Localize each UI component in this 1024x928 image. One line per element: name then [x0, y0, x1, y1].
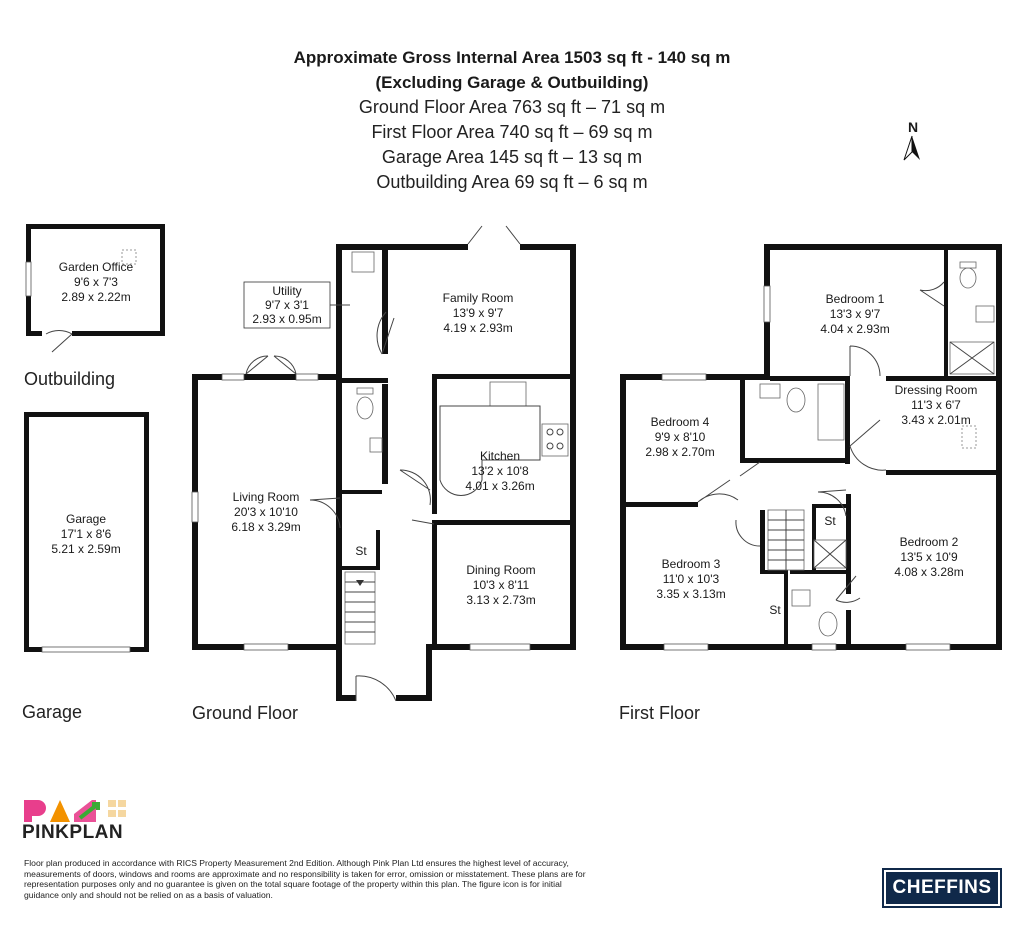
first-store-label-2: St — [769, 603, 781, 617]
gross-area-title: Approximate Gross Internal Area 1503 sq ft - 140 sq m — [293, 48, 731, 67]
bedroom3-imperial: 11'0 x 10'3 — [662, 572, 720, 586]
bedroom4-name: Bedroom 4 — [650, 415, 710, 429]
garden-office-metric: 2.89 x 2.22m — [61, 290, 131, 304]
bedroom2-metric: 4.08 x 3.28m — [894, 565, 964, 579]
gross-area-subtitle: (Excluding Garage & Outbuilding) — [375, 73, 649, 92]
first-floor-label: First Floor — [619, 703, 700, 723]
garage-label: Garage — [22, 702, 83, 722]
garage-name: Garage — [65, 512, 107, 526]
family-room-metric: 4.19 x 2.93m — [443, 321, 513, 335]
bedroom4-imperial: 9'9 x 8'10 — [654, 430, 706, 444]
outbuilding-label: Outbuilding — [24, 369, 116, 389]
ground-store-label: St — [355, 544, 367, 558]
compass-icon — [904, 119, 920, 160]
first-floor-area: First Floor Area 740 sq ft – 69 sq m — [371, 122, 653, 142]
bedroom3-name: Bedroom 3 — [661, 557, 721, 571]
utility-imperial: 9'7 x 3'1 — [265, 298, 309, 312]
dining-room-name: Dining Room — [466, 563, 536, 577]
cheffins-logo: CHEFFINS — [882, 868, 1002, 908]
compass-north-label: N — [908, 119, 919, 135]
bedroom1-metric: 4.04 x 2.93m — [820, 322, 890, 336]
living-room-imperial: 20'3 x 10'10 — [234, 505, 298, 519]
dressing-room-metric: 3.43 x 2.01m — [901, 413, 971, 427]
dressing-room-imperial: 11'3 x 6'7 — [911, 398, 961, 412]
pinkplan-logo: PINKPLAN — [22, 822, 124, 843]
garden-office-imperial: 9'6 x 7'3 — [74, 275, 118, 289]
pinkplan-logo-icon — [24, 800, 126, 822]
utility-name: Utility — [272, 284, 302, 298]
disclaimer-text: Floor plan produced in accordance with RICS Property Measurement 2nd Edition. Although Pink Plan Ltd ensures the highest level of accuracy, measurements of doors, windows and rooms are approximate and no responsibility is taken for error, omission or misstatement. These plans are for representation purposes only and no guarantee is given on the total square footage of the property within this plan. The figure icon is for initial guidance only and should not be relied on as a basis of valuation. — [24, 858, 586, 900]
utility-metric: 2.93 x 0.95m — [252, 312, 322, 326]
family-room-name: Family Room — [442, 291, 514, 305]
dressing-room-name: Dressing Room — [894, 383, 978, 397]
garden-office-name: Garden Office — [58, 260, 134, 274]
living-room-name: Living Room — [232, 490, 300, 504]
living-room-metric: 6.18 x 3.29m — [231, 520, 301, 534]
bedroom2-imperial: 13'5 x 10'9 — [900, 550, 958, 564]
kitchen-metric: 4.01 x 3.26m — [465, 479, 535, 493]
family-room-imperial: 13'9 x 9'7 — [452, 306, 504, 320]
garage-metric: 5.21 x 2.59m — [51, 542, 121, 556]
bedroom4-metric: 2.98 x 2.70m — [645, 445, 715, 459]
kitchen-imperial: 13'2 x 10'8 — [471, 464, 529, 478]
first-store-label-1: St — [824, 514, 836, 528]
ground-floor-label: Ground Floor — [192, 703, 299, 723]
ground-floor-area: Ground Floor Area 763 sq ft – 71 sq m — [358, 97, 666, 117]
outbuilding-area: Outbuilding Area 69 sq ft – 6 sq m — [376, 172, 648, 192]
dining-room-metric: 3.13 x 2.73m — [466, 593, 536, 607]
bedroom1-imperial: 13'3 x 9'7 — [829, 307, 881, 321]
bedroom1-name: Bedroom 1 — [825, 292, 885, 306]
kitchen-name: Kitchen — [479, 449, 521, 463]
garage-imperial: 17'1 x 8'6 — [60, 527, 112, 541]
bedroom3-metric: 3.35 x 3.13m — [656, 587, 726, 601]
garage-area: Garage Area 145 sq ft – 13 sq m — [381, 147, 643, 167]
dining-room-imperial: 10'3 x 8'11 — [472, 578, 530, 592]
bedroom2-name: Bedroom 2 — [899, 535, 959, 549]
